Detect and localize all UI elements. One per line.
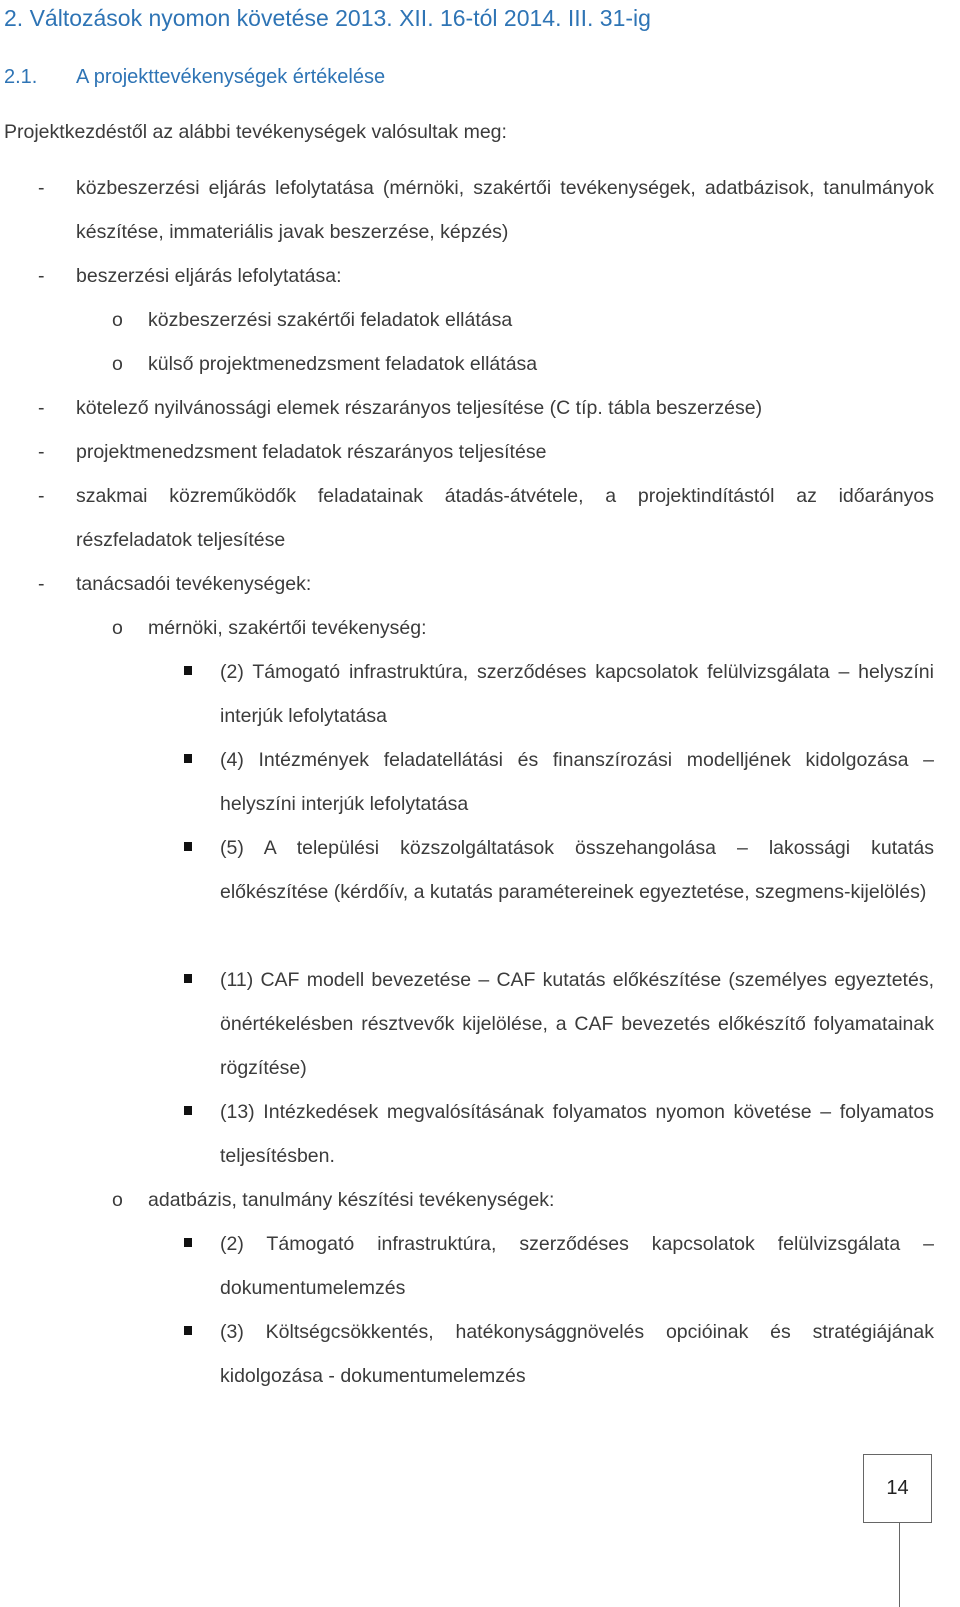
list-item-text: (11) CAF modell bevezetése – CAF kutatás előkészítése (személyes egyeztetés, önértékelésben résztvevők kijelölése, a CAF bevezetés előkészítő folyamatainak rögzítése): [220, 969, 934, 1079]
circle-bullet: o: [112, 309, 123, 331]
square-bullet-icon: [184, 666, 192, 675]
circle-bullet: o: [112, 353, 123, 375]
circle-bullet: o: [112, 617, 123, 639]
list-item: [182, 1222, 934, 1310]
list-item: [112, 606, 934, 650]
square-bullet-icon: [184, 842, 192, 851]
list-item-text: projektmenedzsment feladatok részarányos teljesítése: [76, 441, 547, 463]
list-item: [182, 1310, 934, 1398]
list-item-text: beszerzési eljárás lefolytatása:: [76, 265, 342, 287]
list-item: [38, 166, 934, 254]
list-item: [112, 342, 934, 386]
list-item-text: tanácsadói tevékenységek:: [76, 573, 312, 595]
list-item-text: (13) Intézkedések megvalósításának folyamatos nyomon követése – folyamatos teljesítésben.: [220, 1101, 934, 1167]
list-item: [182, 826, 934, 914]
list-item: [112, 1178, 934, 1222]
list-item: [38, 562, 934, 606]
list-item: [38, 430, 934, 474]
list-item-text: (2) Támogató infrastruktúra, szerződéses kapcsolatok felülvizsgálata – helyszíni interjúk lefolytatása: [220, 661, 934, 727]
dash-bullet: -: [38, 485, 45, 507]
subsection-title: A projekttevékenységek értékelése: [76, 66, 386, 88]
list-item-text: (4) Intézmények feladatellátási és finanszírozási modelljének kidolgozása – helyszíni interjúk lefolytatása: [220, 749, 934, 815]
page-number: 14: [863, 1454, 932, 1523]
list-item-text: külső projektmenedzsment feladatok ellátása: [148, 353, 538, 375]
dash-bullet: -: [38, 441, 45, 463]
list-item-text: (3) Költségcsökkentés, hatékonysággnövelés opcióinak és stratégiájának kidolgozása - dokumentumelemzés: [220, 1321, 934, 1387]
list-item-text: mérnöki, szakértői tevékenység:: [148, 617, 427, 639]
intro-paragraph: Projektkezdéstől az alábbi tevékenységek valósultak meg:: [4, 121, 507, 143]
square-bullet-icon: [184, 1238, 192, 1247]
page-number-connector-line: [899, 1523, 900, 1607]
list-item-text: (2) Támogató infrastruktúra, szerződéses kapcsolatok felülvizsgálata – dokumentumelemzés: [220, 1233, 934, 1299]
square-bullet-icon: [184, 1326, 192, 1335]
square-bullet-icon: [184, 754, 192, 763]
list-item-text: közbeszerzési eljárás lefolytatása (mérnöki, szakértői tevékenységek, adatbázisok, tanulmányok készítése, immateriális javak beszerzése, képzés): [76, 177, 934, 243]
list-item: [112, 298, 934, 342]
list-item: [38, 474, 934, 562]
list-item: [182, 738, 934, 826]
subsection-number: 2.1.: [4, 66, 38, 88]
square-bullet-icon: [184, 1106, 192, 1115]
list-item-text: szakmai közreműködők feladatainak átadás-átvétele, a projektindítástól az időarányos részfeladatok teljesítése: [76, 485, 934, 551]
dash-bullet: -: [38, 397, 45, 419]
circle-bullet: o: [112, 1189, 123, 1211]
list-item: [38, 386, 934, 430]
list-item: [182, 650, 934, 738]
list-item: [182, 1090, 934, 1178]
dash-bullet: -: [38, 177, 45, 199]
list-item-text: adatbázis, tanulmány készítési tevékenységek:: [148, 1189, 555, 1211]
dash-bullet: -: [38, 573, 45, 595]
list-item-text: kötelező nyilvánossági elemek részarányos teljesítése (C típ. tábla beszerzése): [76, 397, 763, 419]
list-item-text: (5) A települési közszolgáltatások összehangolása – lakossági kutatás előkészítése (kérdőív, a kutatás paramétereinek egyeztetése, szegmens-kijelölés): [220, 837, 934, 903]
list-item: [38, 254, 934, 298]
list-item: [182, 958, 934, 1090]
subsection-heading: [4, 63, 385, 91]
list-item-text: közbeszerzési szakértői feladatok ellátása: [148, 309, 513, 331]
section-heading: 2. Változások nyomon követése 2013. XII. 16-tól 2014. III. 31-ig: [4, 5, 651, 31]
square-bullet-icon: [184, 974, 192, 983]
dash-bullet: -: [38, 265, 45, 287]
